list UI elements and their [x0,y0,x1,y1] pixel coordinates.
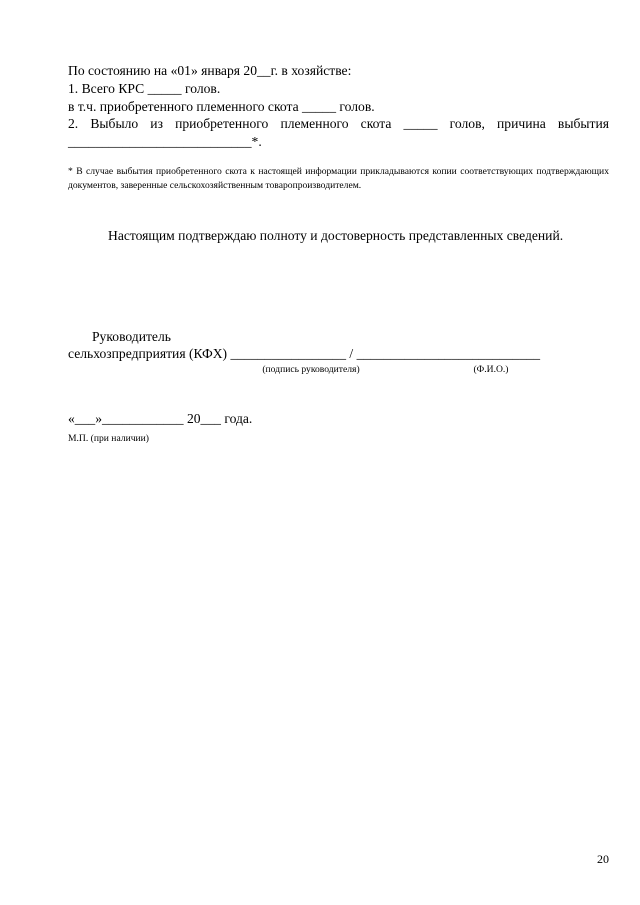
signature-caption: (подпись руководителя) [262,364,360,375]
signature-role: Руководитель [92,329,171,344]
footnote: * В случае выбытия приобретенного скота к настоящей информации прикладываются копии соответствующих подтверждающих документов, заверенные сельскохозяйственным товаропроизводителем. [68,166,609,191]
name-caption: (Ф.И.О.) [473,364,509,375]
breeding-cattle-line: в т.ч. приобретенного племенного скота _____ голов. [68,99,375,114]
disposed-cattle-paragraph: 2. Выбыло из приобретенного племенного скота _____ голов, причина выбытия ___________________________*. [68,116,609,149]
total-cattle-line: 1. Всего КРС _____ голов. [68,81,221,96]
confirmation-statement: Настоящим подтверждаю полноту и достоверность представленных сведений. [108,228,564,243]
page-number: 20 [597,852,609,866]
signature-line: сельхозпредприятия (КФХ) _________________ / ___________________________ [68,346,541,361]
stamp-note: М.П. (при наличии) [68,433,149,444]
status-line: По состоянию на «01» января 20__г. в хозяйстве: [68,63,352,78]
date-line: «___»____________ 20___ года. [68,411,253,426]
